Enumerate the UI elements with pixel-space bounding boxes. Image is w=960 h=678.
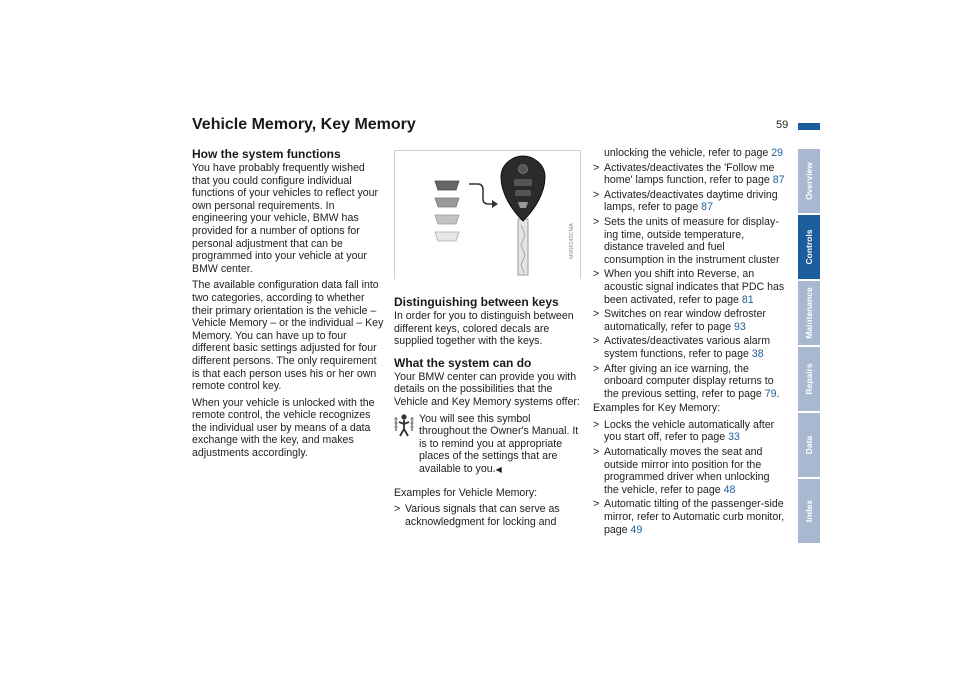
- tab-controls[interactable]: Controls: [798, 215, 820, 279]
- list-item-text: Activates/deactivates daytime driving lamps, refer to page: [604, 188, 778, 214]
- tab-repairs[interactable]: Repairs: [798, 347, 820, 411]
- list-item-text: Activates/deactivates various alarm system functions, refer to page: [604, 335, 771, 360]
- key-memory-list: [593, 419, 785, 536]
- page-ref-link[interactable]: 49: [630, 523, 643, 536]
- list-item: [593, 363, 785, 401]
- bullet-marker: >: [593, 161, 600, 174]
- column-1: [192, 147, 385, 464]
- key-memory-note: [394, 413, 582, 477]
- arrow-icon: [469, 184, 494, 204]
- list-item-text: Switches on rear window defroster automatically, refer to page: [604, 308, 766, 333]
- list-item-text: When you shift into Reverse, an acoustic signal indicates that PDC has been activated, refer to page: [604, 268, 785, 306]
- list-item: [593, 268, 785, 306]
- list-item: [593, 419, 785, 444]
- vehicle-memory-intro: Examples for Vehicle Memory:: [394, 486, 538, 499]
- bullet-marker: >: [593, 446, 600, 459]
- list-item-text: Locks the vehicle automatically after you start off, refer to page: [604, 418, 775, 444]
- paragraph: In order for you to distinguish between different keys, colored decals are supplied together with the keys.: [394, 310, 574, 348]
- list-item: [593, 162, 785, 187]
- page-ref-link[interactable]: 48: [723, 483, 736, 496]
- column-2: [394, 295, 582, 530]
- decal-2: [435, 198, 459, 207]
- page-number: 59: [776, 119, 789, 131]
- end-mark: ◀: [495, 464, 502, 474]
- person-key-icon: [394, 413, 414, 437]
- page-ref-link[interactable]: 87: [772, 174, 785, 187]
- page-ref-link[interactable]: 93: [733, 320, 746, 333]
- list-item: [593, 446, 785, 496]
- bullet-marker: >: [593, 498, 600, 511]
- list-item-text: unlocking the vehicle, refer to page: [604, 147, 772, 159]
- list-item: [593, 308, 785, 333]
- bullet-marker: >: [394, 503, 401, 516]
- column-3: [593, 147, 785, 538]
- bullet-marker: >: [593, 335, 600, 348]
- bullet-marker: >: [593, 268, 600, 281]
- page-ref-link[interactable]: 81: [741, 293, 754, 306]
- page-title: Vehicle Memory, Key Memory: [192, 116, 416, 133]
- paragraph: You have probably frequently wished that you could configure individual functions of your vehicles to reflect your own personal requirements. In engineering your vehicle, BMW has provided for a number of options for personal adjustment that can be programmed into your vehicle at your BMW center.: [192, 162, 379, 275]
- tab-index[interactable]: Index: [798, 479, 820, 543]
- page-ref-link[interactable]: 29: [771, 147, 784, 159]
- list-item: [593, 335, 785, 360]
- bullet-marker: >: [593, 418, 600, 431]
- bullet-marker: >: [593, 308, 600, 321]
- bullet-marker: >: [593, 215, 600, 228]
- heading-distinguishing-keys: Distinguishing between keys: [394, 295, 559, 309]
- list-item-continued: [593, 147, 785, 160]
- bmw-logo-icon: [519, 165, 528, 174]
- list-item-text: Automatic tilting of the passenger-side mirror, refer to Automatic curb monitor, page: [604, 498, 785, 536]
- list-item: [593, 216, 785, 266]
- paragraph: The available configuration data fall into two categories, according to whether their primary orientation is the vehicle – Vehicle Memory – or the individual – Key Memory. You can have up to four different basic settings adjusted for four different persons. The only requirement is that each person uses his or her own remote control key.: [192, 279, 384, 393]
- heading-what-system-can-do: What the system can do: [394, 355, 532, 370]
- arrow-head-icon: [492, 200, 498, 208]
- key-memory-intro: Examples for Key Memory:: [593, 402, 721, 415]
- page-ref-link[interactable]: 79: [764, 387, 777, 400]
- paragraph: Your BMW center can provide you with details on the possibilities that the Vehicle and Key Memory systems offer:: [394, 370, 580, 408]
- page-marker: [798, 123, 820, 130]
- bullet-marker: >: [593, 362, 600, 375]
- section-tabs: [798, 149, 820, 545]
- tab-overview[interactable]: Overview: [798, 149, 820, 213]
- tab-data[interactable]: Data: [798, 413, 820, 477]
- decal-3: [435, 215, 459, 224]
- bullet-marker: >: [593, 188, 600, 201]
- vehicle-memory-list: [593, 162, 785, 401]
- list-item: [593, 189, 785, 214]
- key-decals-illustration: [395, 151, 580, 279]
- key-blade: [518, 219, 528, 275]
- page-ref-link[interactable]: 87: [701, 201, 713, 214]
- list-item: [394, 503, 582, 528]
- decal-4: [435, 232, 459, 241]
- note-text: You will see this symbol throughout the Owner's Manual. It is to remind you at appropriate places of the settings that are available to you.: [419, 412, 579, 475]
- decal-1: [435, 181, 459, 190]
- list-item-text: Automatically moves the seat and outside mirror into position for the programmed driver when unlocking the vehicle, refer to page: [604, 446, 770, 496]
- list-item-text: Various signals that can serve as acknowledgment for locking and: [405, 503, 560, 528]
- tab-maintenance[interactable]: Maintenance: [798, 281, 820, 345]
- heading-how-system-functions: How the system functions: [192, 147, 341, 161]
- key-decals-figure: [394, 150, 581, 279]
- list-item: [593, 498, 785, 536]
- page-ref-link[interactable]: 38: [751, 347, 764, 360]
- list-item-text: Activates/deactivates the 'Follow me home' lamps function, refer to page: [604, 161, 775, 187]
- figure-code: MV09145CMA: [569, 223, 575, 259]
- paragraph: When your vehicle is unlocked with the remote control, the vehicle recognizes the individual user by means of a data exchange with the key, and makes adjustments accordingly.: [192, 396, 375, 460]
- punctuation: .: [776, 387, 780, 400]
- list-item-text: Sets the units of measure for display-ing time, outside temperature, distance traveled and fuel consumption in the instrument cluster: [604, 215, 780, 266]
- list-item-text: After giving an ice warning, the onboard computer display returns to the previous setting, refer to page: [604, 362, 774, 400]
- page-ref-link[interactable]: 33: [728, 431, 740, 444]
